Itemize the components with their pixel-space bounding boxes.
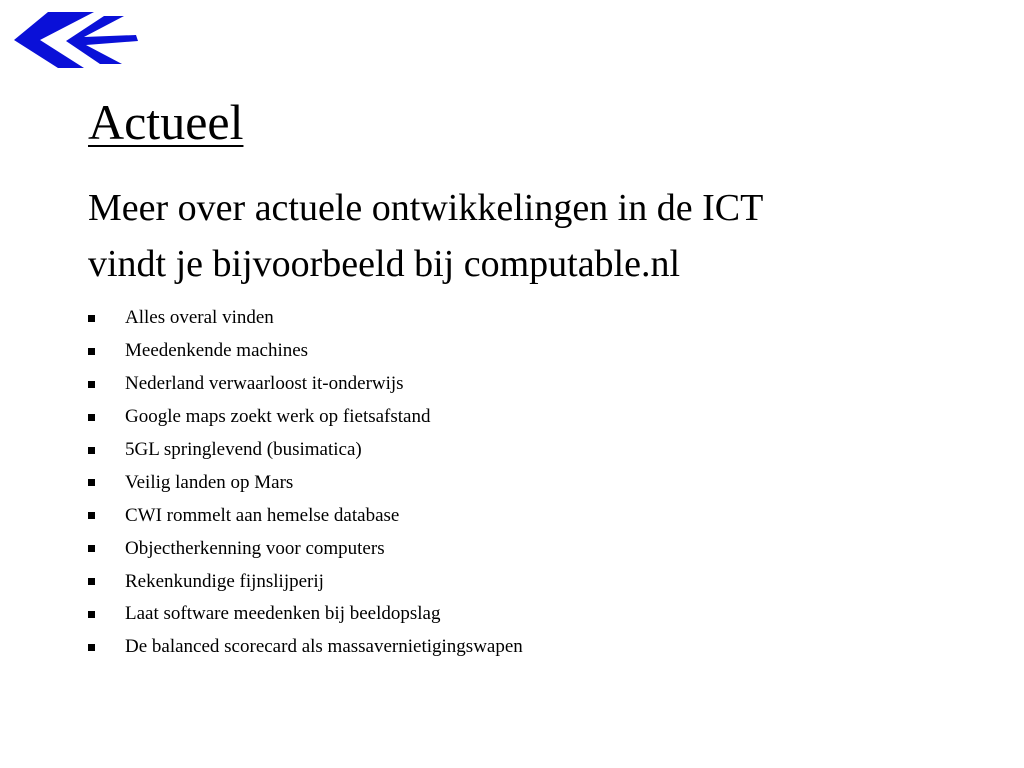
square-bullet-icon [88,512,95,519]
square-bullet-icon [88,348,95,355]
bullet-item [88,598,523,631]
square-bullet-icon [88,545,95,552]
bullet-text: Objectherkenning voor computers [125,537,385,559]
square-bullet-icon [88,381,95,388]
square-bullet-icon [88,447,95,454]
bullet-text: Veilig landen op Mars [125,471,294,493]
bullet-item [88,401,523,434]
bullet-text: Alles overal vinden [125,307,274,329]
bullet-text: Rekenkundige fijnslijperij [125,570,324,592]
square-bullet-icon [88,479,95,486]
bullet-text: Laat software meedenken bij beeldopslag [125,603,441,625]
bullet-text: Nederland verwaarloost it-onderwijs [125,373,404,395]
square-bullet-icon [88,611,95,618]
bullet-item [88,565,523,598]
bullet-text: 5GL springlevend (busimatica) [125,439,362,460]
bullet-item [88,466,523,499]
bullet-text: CWI rommelt aan hemelse database [125,504,400,526]
bullet-item [88,368,523,401]
bullet-item [88,631,523,664]
bullet-item [88,302,523,335]
bullet-text: Google maps zoekt werk op fietsafstand [125,406,431,428]
square-bullet-icon [88,578,95,585]
logo [8,6,140,72]
chevron-logo-icon [8,6,140,72]
square-bullet-icon [88,414,95,421]
subtitle-line-2: vindt je bijvoorbeeld bij computable.nl [88,243,681,285]
bullet-list [88,302,523,664]
square-bullet-icon [88,315,95,322]
bullet-item [88,434,523,467]
bullet-item [88,499,523,532]
bullet-text: De balanced scorecard als massavernietigingswapen [125,636,523,658]
subtitle-line-1: Meer over actuele ontwikkelingen in de ICT [88,187,764,229]
bullet-text: Meedenkende machines [125,340,309,362]
logo-inner-chevron [66,16,138,64]
bullet-item [88,335,523,368]
slide-subtitle [88,180,968,292]
slide-title: Actueel [88,94,244,150]
square-bullet-icon [88,644,95,651]
bullet-item [88,532,523,565]
